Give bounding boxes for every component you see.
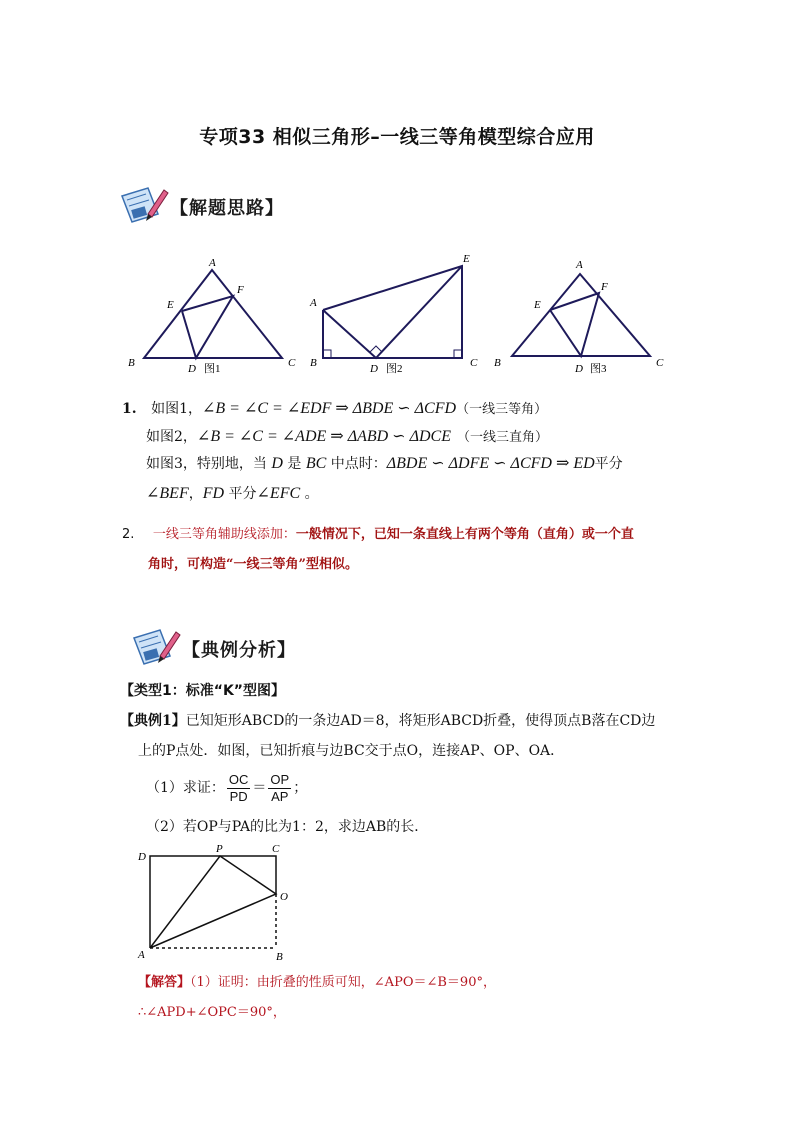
fig2-label-C: C bbox=[470, 357, 478, 369]
fig2-label-B: B bbox=[310, 357, 317, 369]
fig3-caption: 图3 bbox=[590, 363, 607, 375]
ex-label-P: P bbox=[216, 843, 223, 855]
section-label: 【典例分析】 bbox=[182, 640, 296, 661]
ex-label-B: B bbox=[276, 951, 283, 963]
fig2-caption: 图2 bbox=[386, 363, 403, 375]
fig2-label-E: E bbox=[463, 253, 470, 265]
page-title: 专项33 相似三角形–一线三等角模型综合应用 bbox=[199, 126, 595, 148]
ex-label-D: D bbox=[138, 851, 146, 863]
section-header-example-analysis bbox=[130, 626, 330, 670]
fig1-label-B: B bbox=[128, 357, 135, 369]
figures-row bbox=[120, 248, 680, 378]
answer-line-1: 【解答】（1）证明：由折叠的性质可知，∠APO＝∠B＝90°， bbox=[138, 975, 496, 990]
ex-label-O: O bbox=[280, 891, 288, 903]
ex-label-A: A bbox=[138, 949, 145, 961]
fig2-label-A: A bbox=[310, 297, 317, 309]
fraction-oc-pd: $\frac{OC}{PD}$ bbox=[228, 771, 249, 804]
fig3-label-A: A bbox=[576, 259, 583, 271]
fig3-label-F: F bbox=[601, 281, 608, 293]
answer-line-2: ∴∠APD+∠OPC＝90°， bbox=[138, 1005, 286, 1020]
point-1-line-3: 如图3，特别地，当 D 是 BC 中点时：ΔBDE ∽ ΔDFE ∽ ΔCFD ⇒ ED平分 bbox=[146, 455, 623, 472]
example-1-figure bbox=[134, 838, 304, 966]
example-1-question-2: （2）若OP与PA的比为1：2，求边AB的长． bbox=[146, 819, 429, 835]
type-1-heading: 【类型1：标准“K”型图】 bbox=[120, 683, 285, 699]
fig1-label-F: F bbox=[237, 284, 244, 296]
example-1-question-1: （1）求证： $\frac{OC}{PD}$ ＝ $\frac{OP}{AP}$ ； bbox=[146, 771, 308, 804]
fig2-label-D: D bbox=[370, 363, 378, 375]
fig1-label-E: E bbox=[167, 299, 174, 311]
pencil-note-icon bbox=[118, 184, 170, 228]
fig1-label-C: C bbox=[288, 357, 296, 369]
section-label: 【解题思路】 bbox=[170, 198, 284, 219]
figure-1 bbox=[144, 270, 282, 358]
point-1-line-1: 1. 如图1，∠B = ∠C = ∠EDF ⇒ ΔBDE ∽ ΔCFD（一线三等角） bbox=[122, 400, 548, 417]
fraction-op-ap: $\frac{OP}{AP}$ bbox=[270, 771, 290, 804]
fig3-label-B: B bbox=[494, 357, 501, 369]
point-1-line-2: 如图2，∠B = ∠C = ∠ADE ⇒ ΔABD ∽ ΔDCE （一线三直角） bbox=[146, 428, 548, 445]
fig3-label-E: E bbox=[534, 299, 541, 311]
example-1-line-1: 【典例1】已知矩形ABCD的一条边AD＝8，将矩形ABCD折叠，使得顶点B落在CD边 bbox=[120, 713, 656, 729]
figure-3 bbox=[512, 274, 650, 356]
fig1-label-D: D bbox=[188, 363, 196, 375]
fig3-label-D: D bbox=[575, 363, 583, 375]
pencil-note-icon bbox=[130, 626, 182, 670]
example-1-line-2: 上的P点处．如图，已知折痕与边BC交于点O，连接AP、OP、OA． bbox=[138, 743, 565, 759]
point-2-line-2: 角时，可构造“一线三等角”型相似。 bbox=[148, 557, 358, 572]
ex-label-C: C bbox=[272, 843, 280, 855]
point-2-line-1: 2. 一线三等角辅助线添加：一般情况下，已知一条直线上有两个等角（直角）或一个直 bbox=[122, 527, 634, 542]
fig1-label-A: A bbox=[209, 257, 216, 269]
point-1-line-4: ∠BEF，FD 平分∠EFC 。 bbox=[146, 485, 319, 502]
fig3-label-C: C bbox=[656, 357, 664, 369]
section-header-solution-idea bbox=[118, 184, 318, 228]
fig1-caption: 图1 bbox=[204, 363, 221, 375]
figure-2 bbox=[323, 266, 462, 358]
